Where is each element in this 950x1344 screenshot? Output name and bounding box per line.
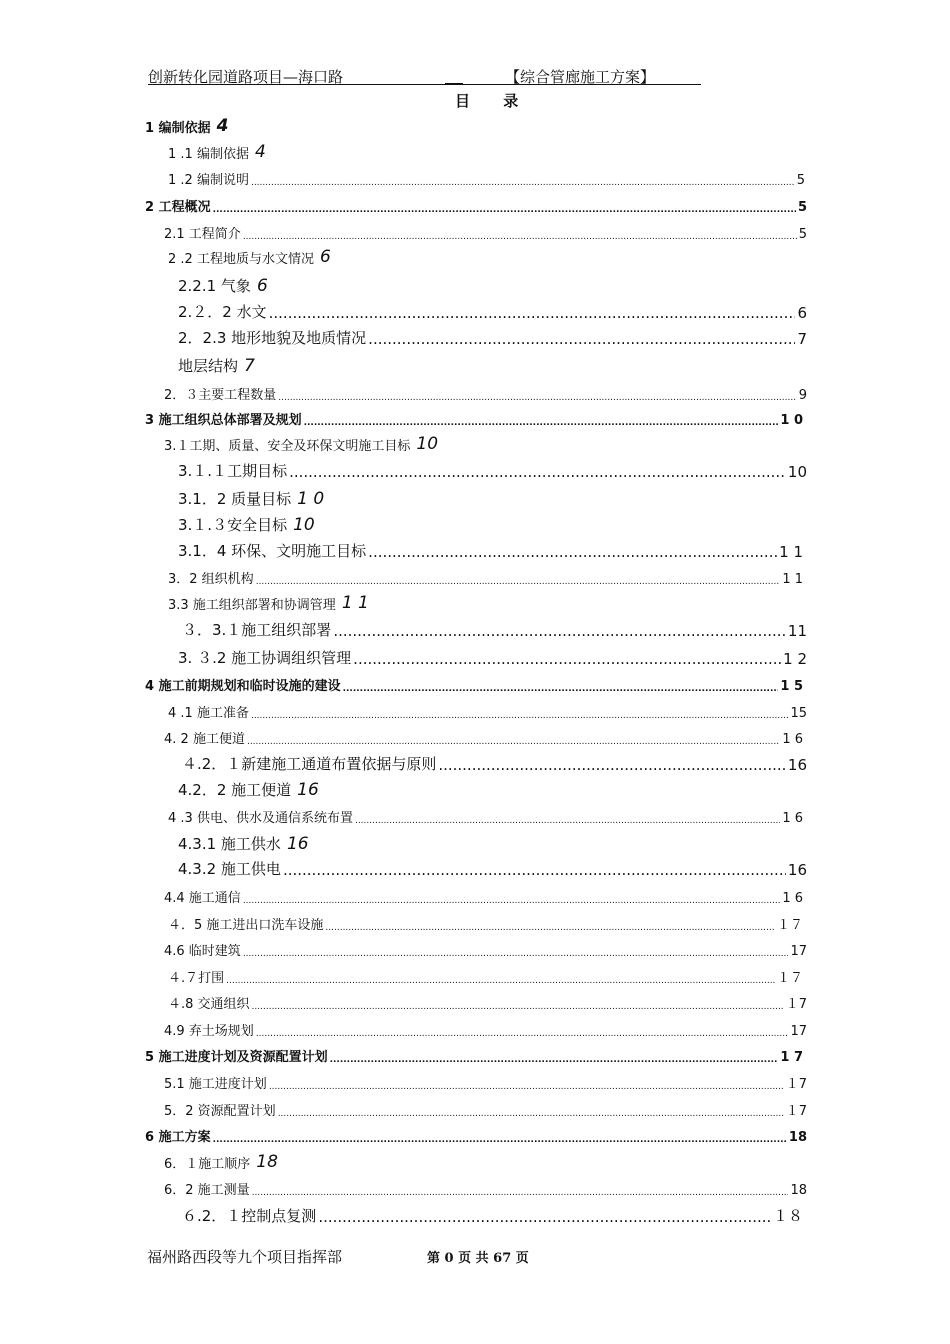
toc-entry-label: ４．5 施工进出口洗车设施 xyxy=(168,918,324,933)
toc-leader-dots xyxy=(251,711,789,721)
toc-entry-page: 1 1 xyxy=(782,572,803,587)
toc-entry-page: 16 xyxy=(297,780,319,800)
toc-entry-label: 3.１.１工期目标 xyxy=(178,462,288,480)
toc-entry-label: 6．１施工顺序 xyxy=(164,1157,251,1172)
toc-entry-page: 5 xyxy=(797,200,807,215)
toc-entry-label: 2 工程概况 xyxy=(145,200,211,215)
toc-entry-label: 地层结构 xyxy=(178,357,239,375)
toc-entry-page: 7 xyxy=(244,356,255,376)
toc-entry[interactable] xyxy=(178,302,807,322)
toc-entry-label: 4 .1 施工准备 xyxy=(168,706,249,721)
toc-entry[interactable] xyxy=(164,727,803,747)
toc-leader-dots xyxy=(355,816,780,826)
toc-entry[interactable] xyxy=(178,461,807,481)
toc-entry[interactable] xyxy=(164,434,504,454)
toc-entry[interactable] xyxy=(168,593,428,613)
toc-entry-page: 5 xyxy=(798,227,807,242)
toc-entry-page: 1 0 xyxy=(297,489,325,509)
toc-entry[interactable] xyxy=(164,1019,807,1039)
footer-organization: 福州路西段等九个项目指挥部 xyxy=(147,1248,343,1266)
toc-entry-label: 2.２．2 水文 xyxy=(178,303,267,321)
toc-entry-label: 2.2.1 气象 xyxy=(178,277,251,295)
toc-entry-page: 1 6 xyxy=(782,891,803,906)
toc-leader-dots xyxy=(278,1109,784,1119)
toc-entry[interactable] xyxy=(178,356,288,376)
toc-entry-label: ４.2．１新建施工通道布置依据与原则 xyxy=(182,755,437,773)
toc-entry-page: 6 xyxy=(797,304,807,322)
header-document-title: 【综合管廊施工方案】 xyxy=(505,68,656,86)
toc-entry-label: 4.6 临时建筑 xyxy=(164,944,241,959)
toc-entry[interactable] xyxy=(178,328,807,348)
toc-entry-page: 1 6 xyxy=(782,732,803,747)
toc-entry[interactable] xyxy=(145,1045,803,1065)
toc-entry[interactable] xyxy=(182,754,807,774)
toc-entry-label: 4.2．2 施工便道 xyxy=(178,781,292,799)
toc-leader-dots xyxy=(269,1082,784,1092)
toc-entry[interactable] xyxy=(178,489,358,509)
toc-leader-dots xyxy=(247,737,780,747)
toc-leader-dots xyxy=(283,861,786,879)
toc-entry[interactable] xyxy=(168,142,288,162)
toc-leader-dots xyxy=(353,650,781,668)
toc-entry-label: 4.3.1 施工供水 xyxy=(178,835,281,853)
toc-leader-dots xyxy=(243,232,797,242)
toc-leader-dots xyxy=(304,418,779,428)
toc-entry-label: 1 .1 编制依据 xyxy=(168,147,249,162)
toc-entry[interactable] xyxy=(178,648,807,668)
toc-entry[interactable] xyxy=(164,1072,807,1092)
toc-leader-dots xyxy=(243,896,781,906)
toc-entry-page: 4 xyxy=(254,142,266,162)
toc-entry[interactable] xyxy=(168,247,388,267)
toc-leader-dots xyxy=(269,304,796,322)
toc-entry-label: 3．2 组织机构 xyxy=(168,572,254,587)
toc-entry-page: １８ xyxy=(772,1207,803,1225)
toc-entry-label: 3.3 施工组织部署和协调管理 xyxy=(168,598,336,613)
toc-entry-page: 6 xyxy=(256,276,268,296)
toc-entry-page: １7 xyxy=(785,1077,807,1092)
toc-entry-label: 3.1．2 质量目标 xyxy=(178,490,292,508)
toc-leader-dots xyxy=(368,543,777,561)
toc-entry[interactable] xyxy=(164,383,807,403)
toc-entry-page: 18 xyxy=(256,1152,278,1172)
toc-entry-label: 4 施工前期规划和临时设施的建设 xyxy=(145,679,341,694)
toc-entry-page: 1 1 xyxy=(341,593,369,613)
toc-entry[interactable] xyxy=(168,701,807,721)
toc-leader-dots xyxy=(368,330,795,348)
toc-entry-page: １7 xyxy=(785,997,807,1012)
toc-leader-dots xyxy=(252,1188,789,1198)
toc-entry-label: 5 施工进度计划及资源配置计划 xyxy=(145,1050,328,1065)
toc-leader-dots xyxy=(251,178,795,188)
toc-entry-label: 3.1．4 环保、文明施工目标 xyxy=(178,542,367,560)
toc-entry-label: 2 .2 工程地质与水文情况 xyxy=(168,252,314,267)
toc-entry[interactable] xyxy=(182,620,807,640)
toc-entry-page: 16 xyxy=(286,834,309,854)
toc-entry-label: 1 编制依据 xyxy=(145,121,211,136)
toc-entry-label: 3. ３.2 施工协调组织管理 xyxy=(178,649,352,667)
toc-entry[interactable] xyxy=(182,1206,803,1226)
toc-entry-page: 5 xyxy=(796,173,805,188)
toc-leader-dots xyxy=(325,923,775,933)
toc-leader-dots xyxy=(318,1208,771,1226)
header-rule xyxy=(148,84,701,85)
toc-entry[interactable] xyxy=(178,276,298,296)
toc-leader-dots xyxy=(226,976,775,986)
toc-entry-label: 1 .2 编制说明 xyxy=(168,173,249,188)
toc-entry[interactable] xyxy=(145,408,803,428)
toc-entry[interactable] xyxy=(178,859,807,879)
toc-leader-dots xyxy=(213,1135,787,1145)
toc-entry-label: 4.3.2 施工供电 xyxy=(178,860,281,878)
header-blank xyxy=(445,66,463,84)
toc-entry-page: 11 xyxy=(787,622,807,640)
toc-entry-label: ３．3.１施工组织部署 xyxy=(182,621,332,639)
toc-entry-page: 1 6 xyxy=(782,811,803,826)
toc-entry[interactable] xyxy=(168,966,803,986)
toc-entry[interactable] xyxy=(164,939,807,959)
toc-entry-page: 1 2 xyxy=(783,650,807,668)
toc-entry-page: 6 xyxy=(319,247,331,267)
toc-entry[interactable] xyxy=(178,541,803,561)
toc-entry-label: 6．2 施工测量 xyxy=(164,1183,250,1198)
toc-entry-page: １７ xyxy=(776,918,803,933)
toc-entry-page: １7 xyxy=(785,1104,807,1119)
toc-entry-label: 5.1 施工进度计划 xyxy=(164,1077,267,1092)
toc-leader-dots xyxy=(243,949,789,959)
toc-entry-label: 2.1 工程简介 xyxy=(164,227,241,242)
toc-leader-dots xyxy=(289,463,786,481)
toc-entry-page: 18 xyxy=(790,1183,807,1198)
toc-entry-label: ６.2．１控制点复测 xyxy=(182,1207,317,1225)
toc-entry[interactable] xyxy=(164,1178,807,1198)
toc-entry[interactable] xyxy=(145,116,255,136)
toc-entry-page: 18 xyxy=(788,1130,807,1145)
toc-entry-page: 1 0 xyxy=(780,413,803,428)
toc-leader-dots xyxy=(278,393,796,403)
toc-leader-dots xyxy=(252,1002,784,1012)
toc-entry[interactable] xyxy=(168,992,807,1012)
toc-entry-page: 1 5 xyxy=(780,679,803,694)
toc-leader-dots xyxy=(256,577,781,587)
toc-entry-label: 2．３主要工程数量 xyxy=(164,388,277,403)
toc-entry[interactable] xyxy=(168,806,803,826)
toc-entry[interactable] xyxy=(178,515,338,535)
toc-entry-label: 4 .3 供电、供水及通信系统布置 xyxy=(168,811,353,826)
toc-entry-page: 1 1 xyxy=(779,543,803,561)
toc-entry[interactable] xyxy=(145,195,807,215)
toc-title: 目 录 xyxy=(455,92,533,110)
toc-entry[interactable] xyxy=(164,886,803,906)
toc-entry[interactable] xyxy=(178,780,338,800)
toc-entry-page: 4 xyxy=(216,116,229,136)
toc-entry-page: 17 xyxy=(790,1024,807,1039)
toc-entry-label: ４.8 交通组织 xyxy=(168,997,250,1012)
toc-entry-page: 10 xyxy=(416,434,439,454)
toc-entry[interactable] xyxy=(145,1125,807,1145)
toc-leader-dots xyxy=(438,756,786,774)
toc-entry[interactable] xyxy=(164,222,807,242)
toc-entry-page: 10 xyxy=(293,515,315,535)
toc-entry-label: 5．2 资源配置计划 xyxy=(164,1104,276,1119)
toc-entry-label: 2．2.3 地形地貌及地质情况 xyxy=(178,329,367,347)
toc-entry-page: 16 xyxy=(787,756,807,774)
toc-entry-page: 1 7 xyxy=(780,1050,803,1065)
header-project-name: 创新转化园道路项目—海口路 xyxy=(148,68,344,86)
toc-entry-page: 9 xyxy=(798,388,807,403)
toc-entry[interactable] xyxy=(168,913,803,933)
toc-entry[interactable] xyxy=(164,1152,314,1172)
toc-leader-dots xyxy=(213,205,796,215)
toc-entry-page: 10 xyxy=(787,463,807,481)
toc-entry-label: ４.７打围 xyxy=(168,971,225,986)
toc-entry-label: 6 施工方案 xyxy=(145,1130,211,1145)
toc-entry-label: 3.１.３安全目标 xyxy=(178,516,288,534)
toc-entry[interactable] xyxy=(178,834,338,854)
toc-entry-page: １７ xyxy=(776,971,803,986)
toc-entry[interactable] xyxy=(168,567,803,587)
toc-entry[interactable] xyxy=(164,1099,807,1119)
toc-entry-page: 15 xyxy=(790,706,807,721)
toc-entry-page: 7 xyxy=(797,330,807,348)
toc-entry-label: 3.１工期、质量、安全及环保文明施工目标 xyxy=(164,439,411,454)
toc-leader-dots xyxy=(343,684,779,694)
toc-entry-label: 3 施工组织总体部署及规划 xyxy=(145,413,302,428)
toc-leader-dots xyxy=(256,1029,789,1039)
toc-leader-dots xyxy=(333,622,786,640)
toc-leader-dots xyxy=(330,1055,779,1065)
toc-entry-page: 17 xyxy=(790,944,807,959)
toc-entry[interactable] xyxy=(168,168,805,188)
toc-entry-label: 4.4 施工通信 xyxy=(164,891,241,906)
toc-entry[interactable] xyxy=(145,674,803,694)
toc-entry-label: 4.9 弃土场规划 xyxy=(164,1024,254,1039)
toc-entry-page: 16 xyxy=(787,861,807,879)
footer-page-number: 第 0 页 共 67 页 xyxy=(427,1251,529,1266)
toc-entry-label: 4. 2 施工便道 xyxy=(164,732,245,747)
